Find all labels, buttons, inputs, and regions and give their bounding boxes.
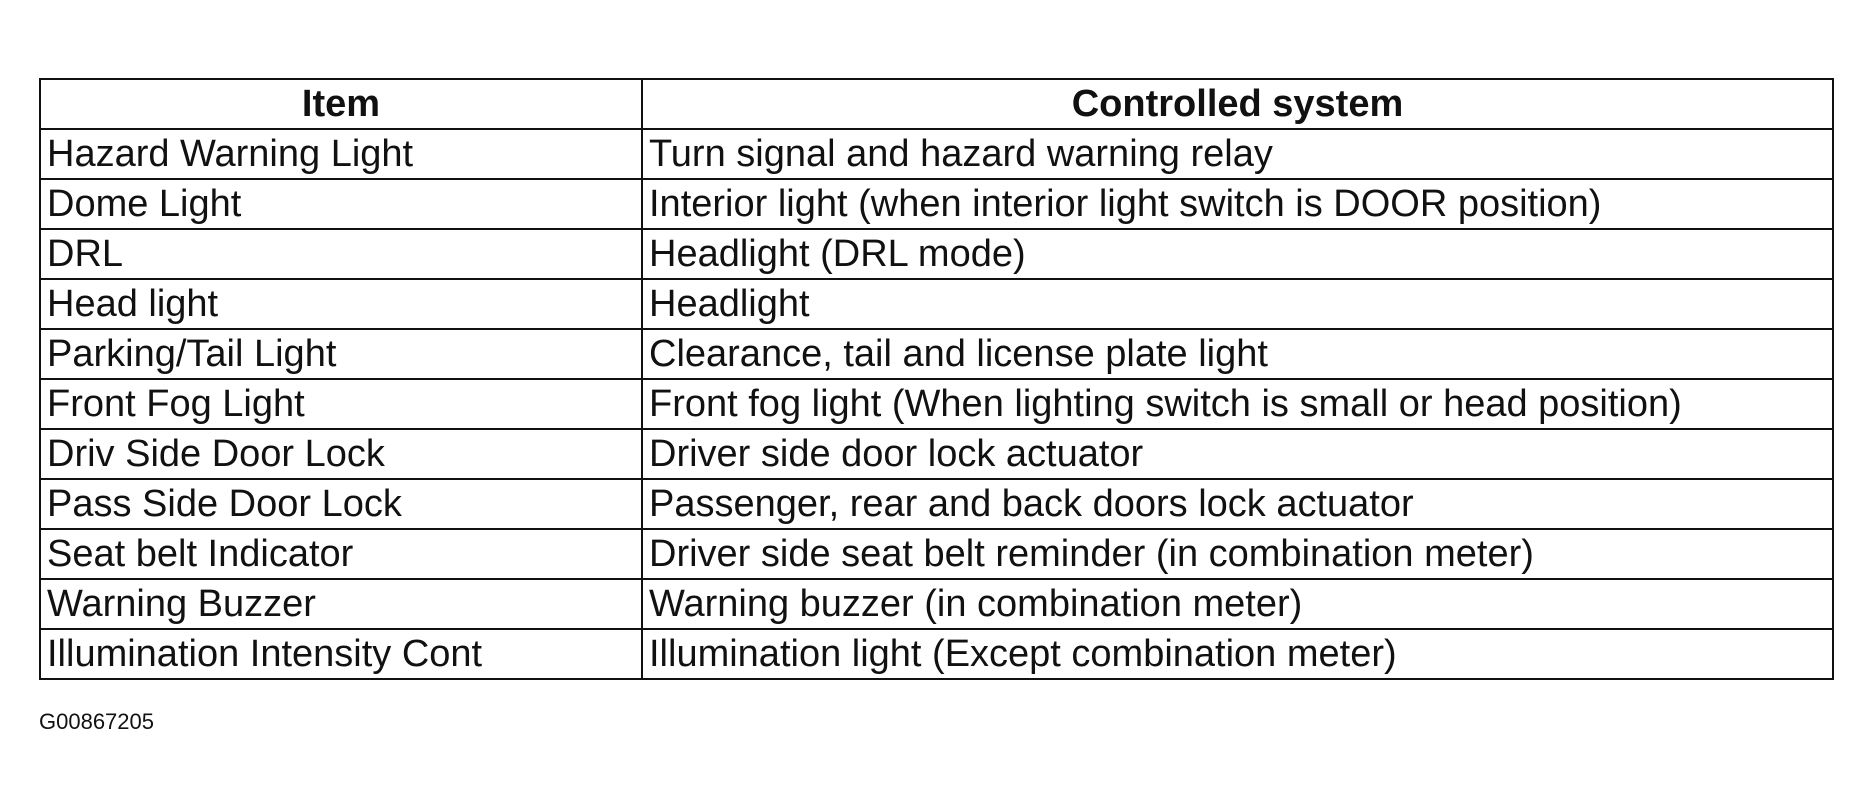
- item-cell: Illumination Intensity Cont: [40, 629, 642, 679]
- table-row: [40, 529, 1833, 579]
- item-cell: DRL: [40, 229, 642, 279]
- controlled-systems-table: [39, 78, 1834, 680]
- header-controlled-system: Controlled system: [642, 79, 1833, 129]
- controlled-system-cell: Driver side door lock actuator: [642, 429, 1833, 479]
- table-row: [40, 179, 1833, 229]
- item-cell: Parking/Tail Light: [40, 329, 642, 379]
- table-header: [40, 79, 1833, 129]
- controlled-system-cell: Headlight: [642, 279, 1833, 329]
- controlled-system-cell: Passenger, rear and back doors lock actuator: [642, 479, 1833, 529]
- item-cell: Driv Side Door Lock: [40, 429, 642, 479]
- item-cell: Warning Buzzer: [40, 579, 642, 629]
- item-cell: Head light: [40, 279, 642, 329]
- controlled-system-cell: Warning buzzer (in combination meter): [642, 579, 1833, 629]
- item-cell: Pass Side Door Lock: [40, 479, 642, 529]
- controlled-system-cell: Front fog light (When lighting switch is small or head position): [642, 379, 1833, 429]
- item-cell: Dome Light: [40, 179, 642, 229]
- table-row: [40, 279, 1833, 329]
- item-cell: Seat belt Indicator: [40, 529, 642, 579]
- controlled-system-cell: Interior light (when interior light switch is DOOR position): [642, 179, 1833, 229]
- table-row: [40, 379, 1833, 429]
- header-item: Item: [40, 79, 642, 129]
- table-body: [40, 129, 1833, 679]
- item-cell: Front Fog Light: [40, 379, 642, 429]
- figure-id: G00867205: [39, 709, 154, 734]
- table-row: [40, 479, 1833, 529]
- table-row: [40, 429, 1833, 479]
- controlled-system-cell: Illumination light (Except combination meter): [642, 629, 1833, 679]
- table-row: [40, 129, 1833, 179]
- controlled-system-cell: Clearance, tail and license plate light: [642, 329, 1833, 379]
- controlled-system-cell: Driver side seat belt reminder (in combination meter): [642, 529, 1833, 579]
- table-row: [40, 229, 1833, 279]
- controlled-system-cell: Turn signal and hazard warning relay: [642, 129, 1833, 179]
- table-row: [40, 629, 1833, 679]
- controlled-system-cell: Headlight (DRL mode): [642, 229, 1833, 279]
- table-row: [40, 579, 1833, 629]
- item-cell: Hazard Warning Light: [40, 129, 642, 179]
- table-row: [40, 329, 1833, 379]
- table-header-row: [40, 79, 1833, 129]
